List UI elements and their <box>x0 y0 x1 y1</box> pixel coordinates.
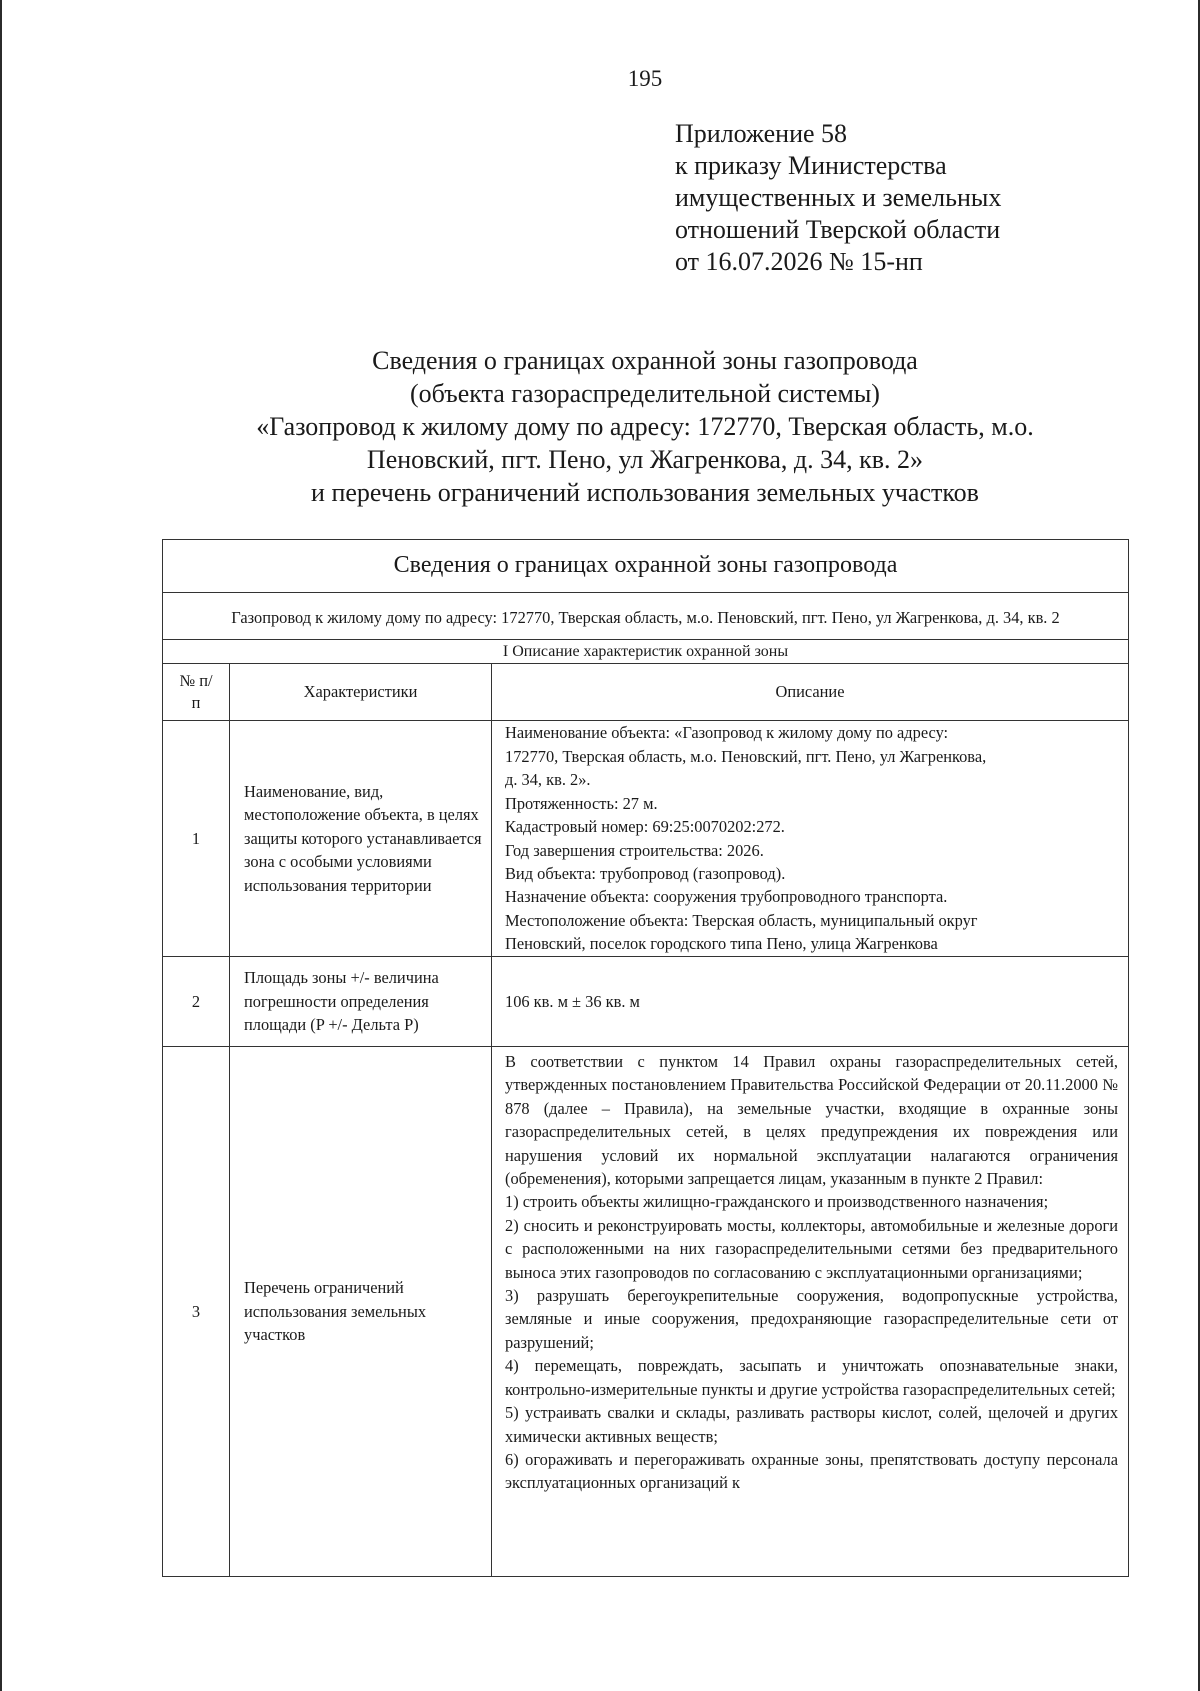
appendix-line: имущественных и земельных <box>675 183 1002 212</box>
description-line: Вид объекта: трубопровод (газопровод). <box>505 863 786 883</box>
table-row <box>163 721 1129 957</box>
description-line: Протяженность: 27 м. <box>505 793 658 813</box>
restriction-item: 6) огораживать и перегораживать охранные зоны, препятствовать доступу персонала эксплуатационных организаций к <box>505 1449 1119 1493</box>
title-line: Пеновский, пгт. Пено, ул Жагренкова, д. 34, кв. 2» <box>366 445 924 474</box>
description-line: Год завершения строительства: 2026. <box>505 840 764 860</box>
description-line: Местоположение объекта: Тверская область, муниципальный округ <box>505 910 978 930</box>
row-number: 3 <box>163 1047 230 1577</box>
restriction-paragraph: В соответствии с пунктом 14 Правил охраны газораспределительных сетей, утвержденных постановлением Правительства Российской Федерации от 20.11.2000 № 878 (далее – Правила), на земельные участки, входящие в охранные зоны газораспределительных сетей, в целях предупреждения их повреждения или нарушения условий их нормальной эксплуатации налагаются ограничения (обременения), которыми запрещается лицам, указанным в пункте 2 Правил: <box>505 1052 1119 1189</box>
restriction-item: 4) перемещать, повреждать, засыпать и уничтожать опознавательные знаки, контрольно-измерительные пункты и другие устройства газораспределительных сетей; <box>505 1356 1119 1399</box>
row-number: 2 <box>163 957 230 1047</box>
title-line: Сведения о границах охранной зоны газопровода <box>372 346 918 375</box>
restriction-item: 5) устраивать свалки и склады, разливать растворы кислот, солей, щелочей и других химически активных веществ; <box>505 1403 1119 1446</box>
row-description <box>492 1047 1129 1577</box>
description-line: Кадастровый номер: 69:25:0070202:272. <box>505 817 785 837</box>
appendix-line: отношений Тверской области <box>675 215 1001 244</box>
appendix-line: к приказу Министерства <box>675 151 947 180</box>
row-characteristic: Наименование, вид, местоположение объекта, в целях защиты которого устанавливается зона с особыми условиями использования территории <box>230 721 492 957</box>
appendix-line: Приложение 58 <box>675 119 848 148</box>
document-title <box>120 344 1170 509</box>
appendix-line: от 16.07.2026 № 15-нп <box>675 247 923 276</box>
row-description <box>492 721 1129 957</box>
row-description: 106 кв. м ± 36 кв. м <box>492 957 1129 1047</box>
description-line: Пеновский, поселок городского типа Пено, улица Жагренкова <box>505 934 938 954</box>
table-row <box>163 1047 1129 1577</box>
restriction-item: 3) разрушать берегоукрепительные сооружения, водопропускные устройства, земляные и иные сооружения, предохраняющие газораспределительные сети от разрушений; <box>505 1286 1119 1352</box>
page-number: 195 <box>627 66 663 91</box>
table-header-row <box>163 664 1129 721</box>
description-line: д. 34, кв. 2». <box>505 770 591 790</box>
table-title: Сведения о границах охранной зоны газопровода <box>163 540 1129 593</box>
description-line: Наименование объекта: «Газопровод к жилому дому по адресу: <box>505 723 949 743</box>
table-row <box>163 957 1129 1047</box>
header-num: № п/п <box>163 664 230 721</box>
header-description: Описание <box>492 664 1129 721</box>
description-line: 172770, Тверская область, м.о. Пеновский, пгт. Пено, ул Жагренкова, <box>505 746 987 766</box>
zone-table <box>162 539 1129 1577</box>
restriction-item: 2) сносить и реконструировать мосты, коллекторы, автомобильные и железные дороги с расположенными на них газораспределительными сетями без предварительного выноса этих газопроводов по согласованию с эксплуатационными организациями; <box>505 1215 1119 1282</box>
description-line: Назначение объекта: сооружения трубопроводного транспорта. <box>505 887 948 907</box>
title-line: «Газопровод к жилому дому по адресу: 172770, Тверская область, м.о. <box>256 412 1034 441</box>
title-line: и перечень ограничений использования земельных участков <box>311 478 979 507</box>
scan-left-edge <box>0 0 2 1691</box>
row-number: 1 <box>163 721 230 957</box>
row-characteristic: Перечень ограничений использования земельных участков <box>230 1047 492 1577</box>
table-section-heading: I Описание характеристик охранной зоны <box>163 640 1129 664</box>
appendix-block <box>675 118 1001 278</box>
table-object-line: Газопровод к жилому дому по адресу: 172770, Тверская область, м.о. Пеновский, пгт. Пено, ул Жагренкова, д. 34, кв. 2 <box>163 593 1129 640</box>
header-characteristics: Характеристики <box>230 664 492 721</box>
title-line: (объекта газораспределительной системы) <box>410 379 880 408</box>
row-characteristic: Площадь зоны +/- величина погрешности определения площади (P +/- Дельта P) <box>230 957 492 1047</box>
restriction-item: 1) строить объекты жилищно-гражданского и производственного назначения; <box>505 1192 1049 1212</box>
